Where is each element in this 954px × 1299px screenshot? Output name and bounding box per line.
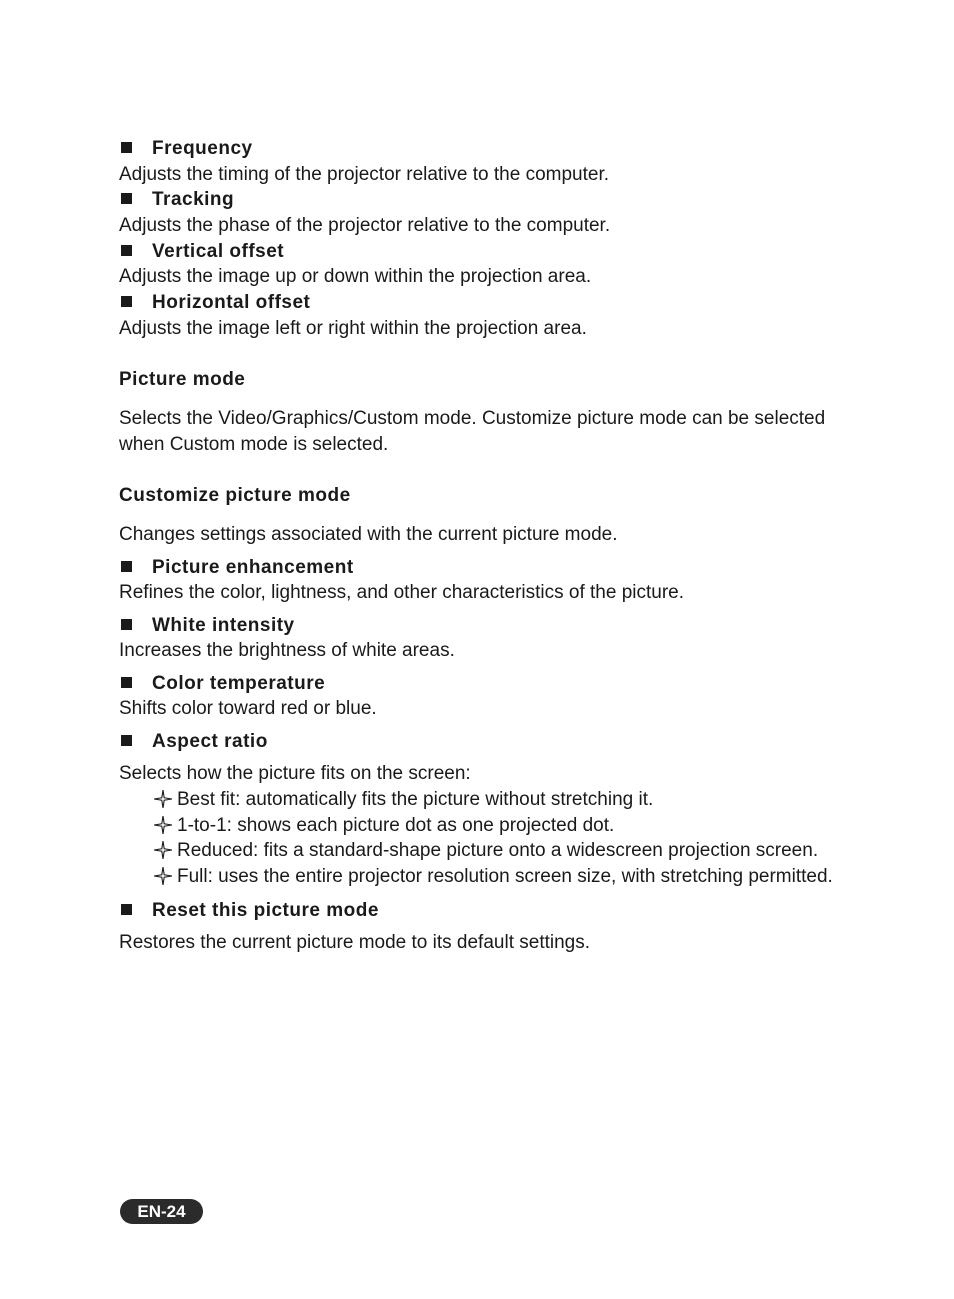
item-title: Vertical offset xyxy=(152,241,285,262)
item-title: Aspect ratio xyxy=(152,731,268,752)
section-paragraph: Selects the Video/Graphics/Custom mode. Customize picture mode can be selected xyxy=(119,408,826,429)
section-paragraph: Changes settings associated with the current picture mode. xyxy=(119,524,618,545)
item-heading-vertical-offset xyxy=(119,240,284,264)
aspect-option-best-fit xyxy=(154,788,653,812)
item-description: Restores the current picture mode to its default settings. xyxy=(119,932,591,953)
item-title: Reset this picture mode xyxy=(152,900,379,921)
four-point-star-icon xyxy=(154,841,172,859)
item-description: Shifts color toward red or blue. xyxy=(119,698,377,719)
item-heading-reset-picture-mode xyxy=(119,899,379,923)
square-bullet-icon xyxy=(121,142,132,153)
item-description: Increases the brightness of white areas. xyxy=(119,640,455,661)
item-description: Adjusts the timing of the projector relative to the computer. xyxy=(119,164,610,185)
item-title: White intensity xyxy=(152,615,295,636)
option-text: Best fit: automatically fits the picture without stretching it. xyxy=(177,789,654,810)
item-title: Color temperature xyxy=(152,673,326,694)
square-bullet-icon xyxy=(121,296,132,307)
square-bullet-icon xyxy=(121,735,132,746)
square-bullet-icon xyxy=(121,677,132,688)
section-heading-picture-mode: Picture mode xyxy=(119,369,246,390)
option-text: Reduced: fits a standard-shape picture onto a widescreen projection screen. xyxy=(177,840,819,861)
item-heading-frequency xyxy=(119,137,253,161)
aspect-option-full xyxy=(154,865,833,889)
option-text: Full: uses the entire projector resolution screen size, with stretching permitted. xyxy=(177,866,833,887)
four-point-star-icon xyxy=(154,790,172,808)
item-heading-picture-enhancement xyxy=(119,556,354,580)
item-heading-aspect-ratio xyxy=(119,730,268,754)
section-heading-customize-picture-mode: Customize picture mode xyxy=(119,485,351,506)
item-description: Selects how the picture fits on the screen: xyxy=(119,763,471,784)
item-heading-horizontal-offset xyxy=(119,291,310,315)
four-point-star-icon xyxy=(154,816,172,834)
square-bullet-icon xyxy=(121,904,132,915)
item-title: Picture enhancement xyxy=(152,557,354,578)
aspect-option-reduced xyxy=(154,839,818,863)
item-description: Adjusts the image left or right within the projection area. xyxy=(119,318,587,339)
item-description: Refines the color, lightness, and other characteristics of the picture. xyxy=(119,582,685,603)
option-text: 1-to-1: shows each picture dot as one projected dot. xyxy=(177,815,615,836)
item-title: Frequency xyxy=(152,138,253,159)
square-bullet-icon xyxy=(121,619,132,630)
item-description: Adjusts the phase of the projector relative to the computer. xyxy=(119,215,611,236)
item-heading-color-temperature xyxy=(119,672,325,696)
square-bullet-icon xyxy=(121,193,132,204)
square-bullet-icon xyxy=(121,245,132,256)
item-title: Horizontal offset xyxy=(152,292,311,313)
section-paragraph: when Custom mode is selected. xyxy=(119,434,389,455)
four-point-star-icon xyxy=(154,867,172,885)
item-heading-white-intensity xyxy=(119,614,295,638)
aspect-option-1-to-1 xyxy=(154,814,614,838)
square-bullet-icon xyxy=(121,561,132,572)
page-number-badge: EN-24 xyxy=(120,1199,203,1224)
item-description: Adjusts the image up or down within the projection area. xyxy=(119,266,592,287)
item-title: Tracking xyxy=(152,189,235,210)
item-heading-tracking xyxy=(119,188,234,212)
